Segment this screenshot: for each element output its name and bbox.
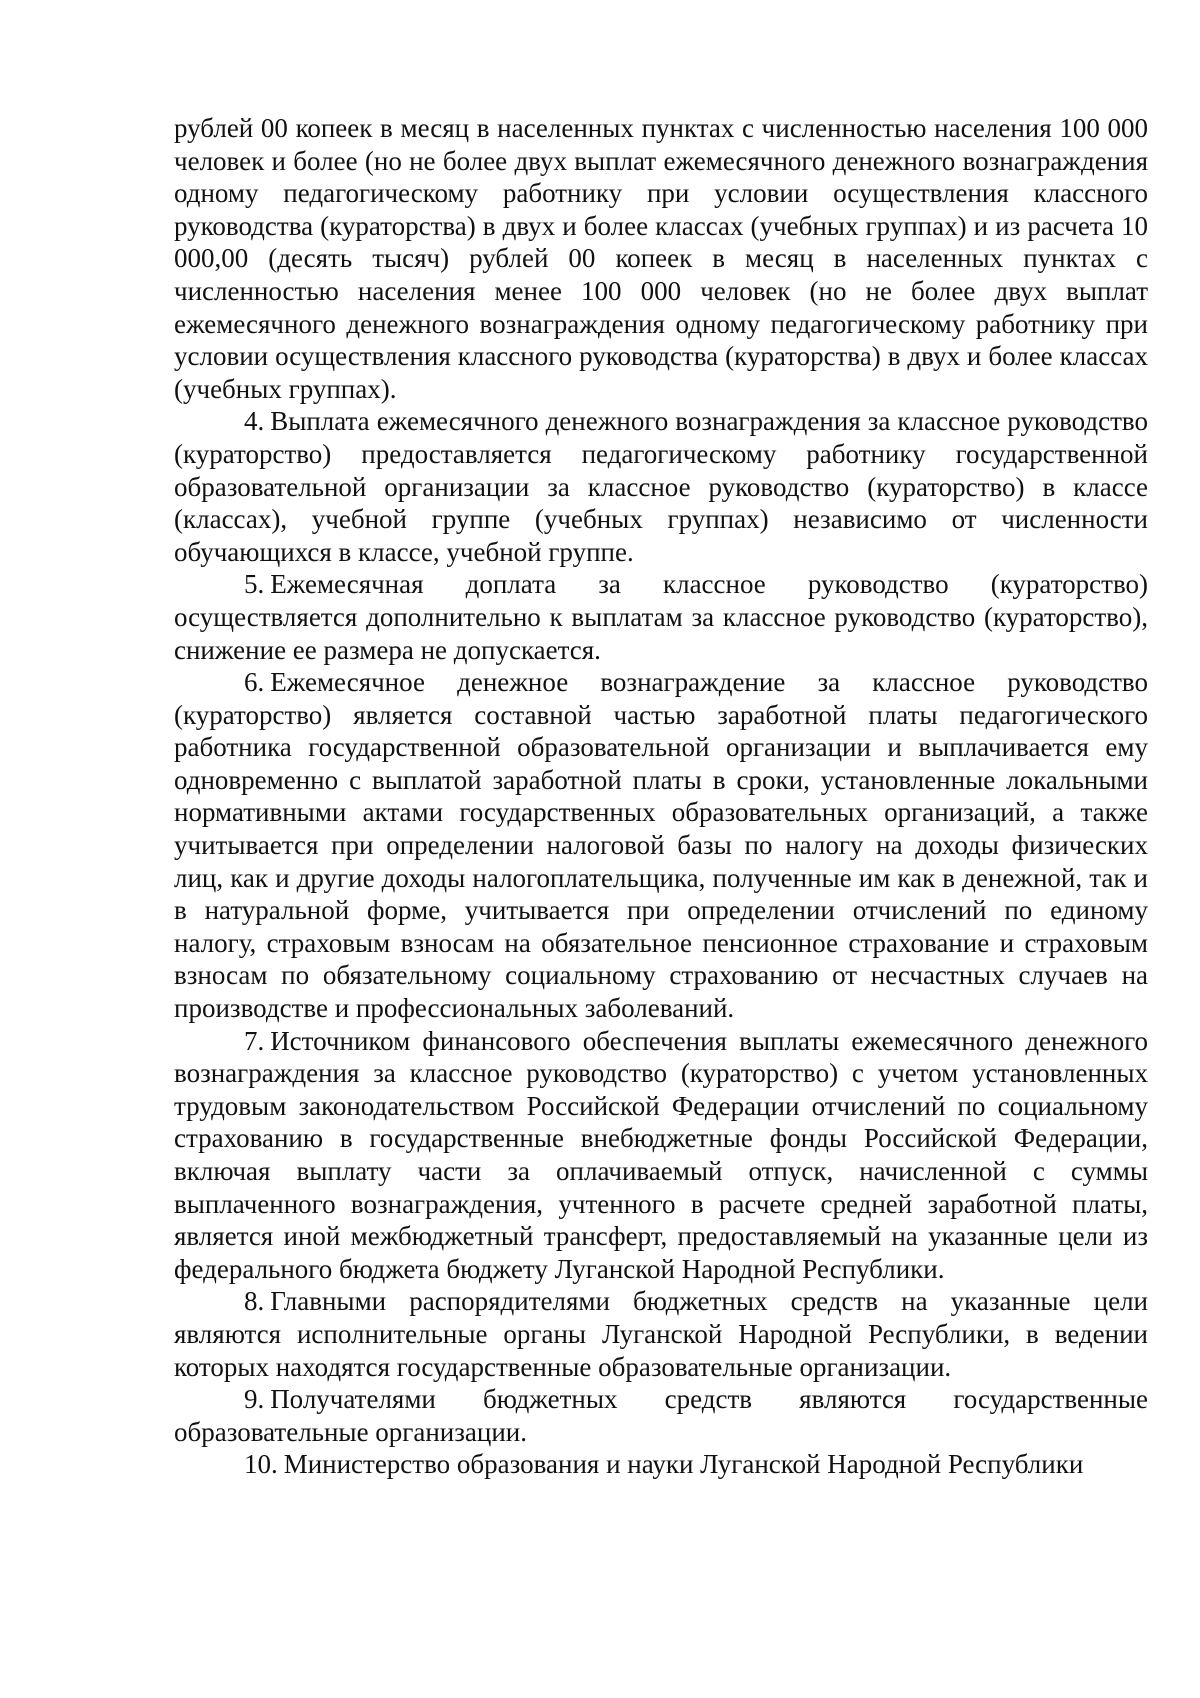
paragraph-text: Главными распорядителями бюджетных средств на указанные цели являются исполнительные органы Луганской Народной Республики, в ведении которых находятся государственные образовательные организации. xyxy=(174,1286,1148,1382)
paragraph-5 xyxy=(174,568,1148,666)
paragraph-text: Министерство образования и науки Луганской Народной Республики xyxy=(283,1449,1084,1480)
paragraph-7 xyxy=(174,1025,1148,1286)
paragraph-number: 8. xyxy=(244,1286,265,1317)
paragraph-number: 9. xyxy=(244,1384,265,1415)
paragraph-6 xyxy=(174,666,1148,1025)
paragraph-8 xyxy=(174,1285,1148,1383)
paragraph-number: 4. xyxy=(244,406,265,437)
paragraph-9 xyxy=(174,1383,1148,1448)
paragraph-number: 7. xyxy=(244,1025,265,1056)
paragraph-number: 5. xyxy=(244,569,265,600)
paragraph-text: Ежемесячное денежное вознаграждение за классное руководство (кураторство) является составной частью заработной платы педагогического работника государственной образовательной организации и выплачивается ему одновременно с выплатой заработной платы в сроки, установленные локальными нормативными актами государственных образовательных организаций, а также учитывается при определении налоговой базы по налогу на доходы физических лиц, как и другие доходы налогоплательщика, полученные им как в денежной, так и в натуральной форме, учитывается при определении отчислений по единому налогу, страховым взносам на обязательное пенсионное страхование и страховым взносам по обязательному социальному страхованию от несчастных случаев на производстве и профессиональных заболеваний. xyxy=(174,667,1148,1024)
paragraph-10 xyxy=(174,1448,1148,1481)
document-page xyxy=(174,112,1148,1481)
paragraph-text: Ежемесячная доплата за классное руководство (кураторство) осуществляется дополнительно к выплатам за классное руководство (кураторство), снижение ее размера не допускается. xyxy=(174,569,1148,665)
paragraph-text: рублей 00 копеек в месяц в населенных пунктах с численностью населения 100 000 человек и более (но не более двух выплат ежемесячного денежного вознаграждения одному педагогическому работнику при условии осуществления классного руководства (кураторства) в двух и более классах (учебных группах) и из расчета 10 000,00 (десять тысяч) рублей 00 копеек в месяц в населенных пунктах с численностью населения менее 100 000 человек (но не более двух выплат ежемесячного денежного вознаграждения одному педагогическому работнику при условии осуществления классного руководства (кураторства) в двух и более классах (учебных группах). xyxy=(174,113,1148,404)
paragraph-4 xyxy=(174,405,1148,568)
paragraph-continuation xyxy=(174,112,1148,405)
paragraph-text: Выплата ежемесячного денежного вознаграждения за классное руководство (кураторство) предоставляется педагогическому работнику государственной образовательной организации за классное руководство (кураторство) в классе (классах), учебной группе (учебных группах) независимо от численности обучающихся в классе, учебной группе. xyxy=(174,406,1148,567)
paragraph-text: Источником финансового обеспечения выплаты ежемесячного денежного вознаграждения за классное руководство (кураторство) с учетом установленных трудовым законодательством Российской Федерации отчислений по социальному страхованию в государственные внебюджетные фонды Российской Федерации, включая выплату части за оплачиваемый отпуск, начисленной с суммы выплаченного вознаграждения, учтенного в расчете средней заработной платы, является иной межбюджетный трансферт, предоставляемый на указанные цели из федерального бюджета бюджету Луганской Народной Республики. xyxy=(174,1025,1148,1284)
paragraph-text: Получателями бюджетных средств являются государственные образовательные организации. xyxy=(174,1384,1148,1447)
paragraph-number: 10. xyxy=(244,1449,278,1480)
paragraph-number: 6. xyxy=(244,667,265,698)
